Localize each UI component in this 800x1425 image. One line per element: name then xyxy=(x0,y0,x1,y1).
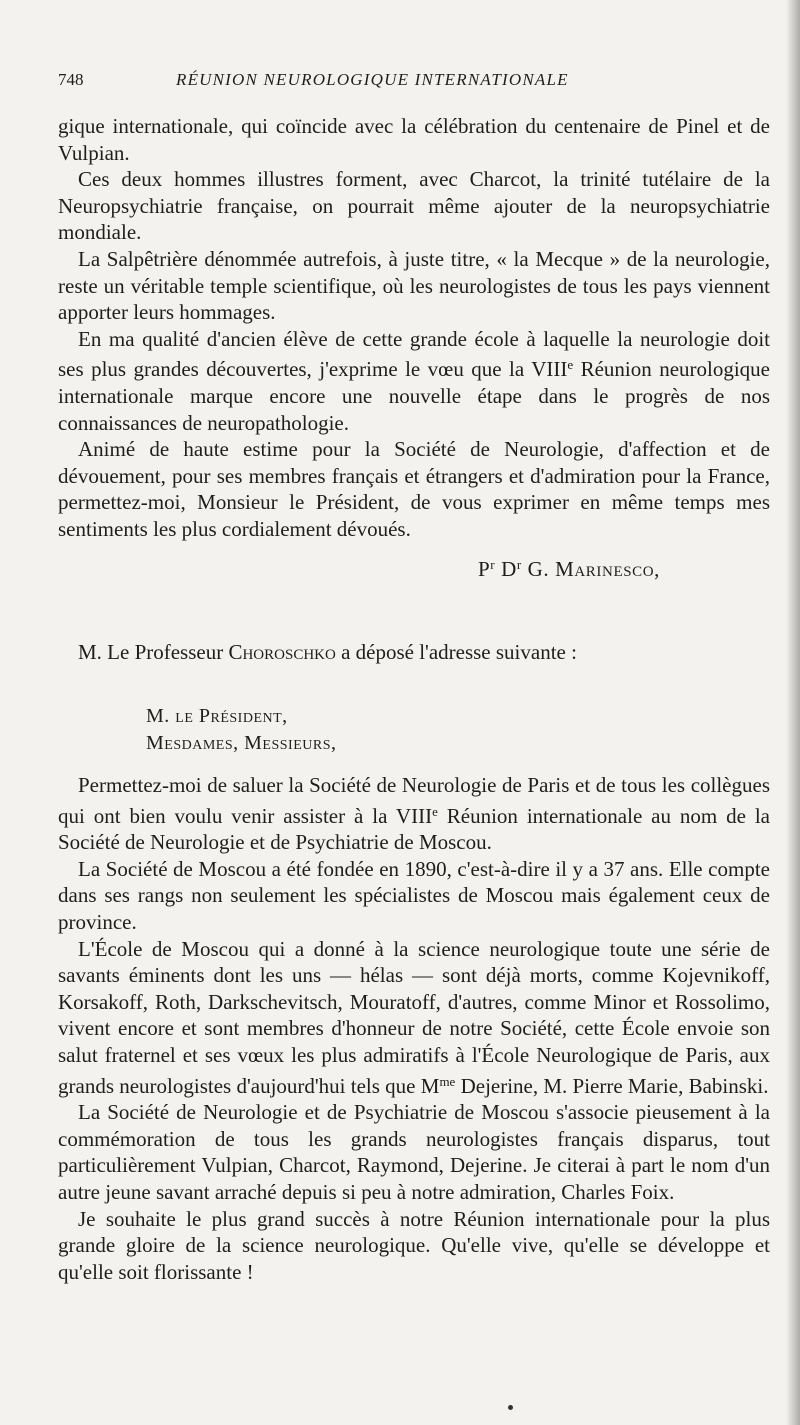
paragraph xyxy=(58,936,770,1100)
salutation-line: M. le Président, xyxy=(146,705,288,727)
title-pr: P xyxy=(478,557,491,581)
text-run: a déposé l'adresse suivante : xyxy=(335,640,577,664)
title-dr: D xyxy=(501,557,517,581)
paragraph xyxy=(58,772,770,856)
letter-choroschko-body xyxy=(58,772,770,1285)
paragraph: Je souhaite le plus grand succès à notre Réunion internationale pour la plus grande gloire de la science neurologique. Qu'elle vive, qu'elle se développe et qu'elle soit florissante ! xyxy=(58,1206,770,1284)
paragraph: Ces deux hommes illustres forment, avec Charcot, la trinité tutélaire de la Neuropsychiatrie française, on pourrait même ajouter de la neuropsychiatrie mondiale. xyxy=(58,167,770,245)
text-run: En ma qualité d'ancien élève de cette grande école à laquelle la neurologie doit ses plus grandes découvertes, j'exprime le vœu que la VIII xyxy=(58,326,770,382)
paragraph: La Salpêtrière dénommée autrefois, à juste titre, « la Mecque » de la neurologie, reste un véritable temple scientifique, où les neurologistes de tous les pays viennent apporter leurs hommages. xyxy=(58,246,770,325)
signatory-name: G. Marinesco, xyxy=(527,557,661,581)
ink-dot xyxy=(508,1405,513,1410)
salutation-line: Mesdames, Messieurs, xyxy=(146,732,337,754)
paragraph: La Société de Moscou a été fondée en 1890, c'est-à-dire il y a 37 ans. Elle compte dans ses rangs non seulement les spécialistes de Moscou mais également ceux de province. xyxy=(58,856,770,934)
running-title: RÉUNION NEUROLOGIQUE INTERNATIONALE xyxy=(176,70,569,89)
superscript: r xyxy=(516,557,522,572)
professor-name: Choroschko xyxy=(228,640,336,664)
signature-marinesco xyxy=(478,557,660,582)
text-run: Réunion internationale au nom de la Société de Neurologie et de Psychiatrie de Moscou. xyxy=(58,803,770,855)
letter-marinesco-body xyxy=(58,113,770,543)
page-header xyxy=(58,70,778,94)
superscript: e xyxy=(432,803,438,819)
text-run: Réunion neurologique internationale marque encore une nouvelle étape dans le progrès de nos connaissances de neuropathologie. xyxy=(58,357,771,435)
paragraph xyxy=(58,326,770,436)
superscript: e xyxy=(567,357,574,373)
address-intro xyxy=(78,640,577,665)
paragraph: gique internationale, qui coïncide avec la célébration du centenaire de Pinel et de Vulpian. xyxy=(58,114,770,165)
text-run: Permettez-moi de saluer la Société de Neurologie de Paris et de tous les collègues qui ont bien voulu venir assister à la VIII xyxy=(58,773,770,828)
page-number: 748 xyxy=(58,70,84,89)
superscript: me xyxy=(439,1073,456,1089)
text-run: M. Le Professeur xyxy=(78,640,229,664)
text-run: L'École de Moscou qui a donné à la science neurologique toute une série de savants éminents dont les uns — hélas — sont déjà morts, comme Kojevnikoff, Korsakoff, Roth, Darkschevitsch, Mouratoff, d'autres, comme Minor et Rossolimo, vivent encore et sont membres d'honneur de notre Société, cette École envoie son salut fraternel et ses vœux les plus admiratifs à l'École Neurologique de Paris, aux grands neurologistes d'aujourd'hui tels que M xyxy=(58,936,770,1098)
paragraph: La Société de Neurologie et de Psychiatrie de Moscou s'associe pieusement à la commémoration de tous les grands neurologistes français disparus, tout particulièrement Vulpian, Charcot, Raymond, Dejerine. Je citerai à part le nom d'un autre jeune savant arraché depuis si peu à notre admiration, Charles Foix. xyxy=(58,1100,770,1204)
salutation xyxy=(146,703,336,757)
page-edge-shadow xyxy=(786,0,800,1425)
superscript: r xyxy=(490,557,496,572)
paragraph: Animé de haute estime pour la Société de Neurologie, d'affection et de dévouement, pour ses membres français et étrangers et d'admiration pour la France, permettez-moi, Monsieur le Président, de vous exprimer en même temps mes sentiments les plus cordialement dévoués. xyxy=(58,437,770,541)
text-run: Dejerine, M. Pierre Marie, Babinski. xyxy=(455,1073,769,1098)
